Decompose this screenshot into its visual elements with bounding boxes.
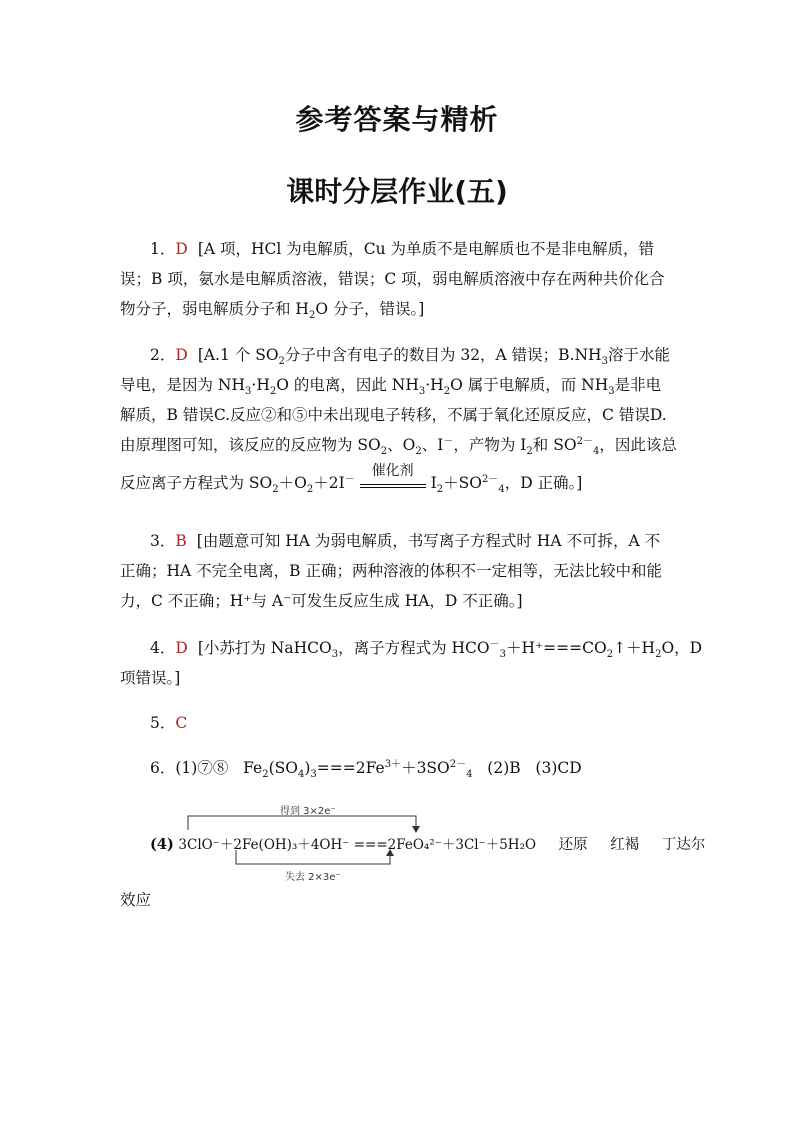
lose-label: 失去 2×3e⁻	[285, 872, 341, 883]
question-1: 1．D [A 项，HCl 为电解质，Cu 为单质不是电解质也不是非电解质，错 误；B 项，氨水是电解质溶液，错误；C 项，弱电解质溶液中存在两种共价化合 物分子，弱电解质分子和 $H_2O$ 分子，错误。]	[120, 240, 665, 322]
q4-text: O，D	[661, 639, 703, 657]
q2-text: 溶于水能	[607, 346, 670, 364]
question-4: 4．D [小苏打为 NaHCO$_3$，离子方程式为 $HCO^-_3+H^+===CO_2↑+H_2O$，D 项错误。]	[120, 638, 703, 687]
q2-text: ＋O	[278, 474, 307, 492]
q2-text: ＋2I	[313, 474, 345, 492]
q2-text: I	[430, 474, 437, 492]
q6-formula: Fe	[243, 759, 263, 777]
q2-text: 由原理图可知，该反应的反应物为 SO	[120, 436, 381, 454]
catalyst-label: 催化剂	[371, 463, 414, 479]
q2-text: 是非电	[614, 376, 662, 394]
q2-text: 分子中含有电子的数目为 32，A 错误；B.NH	[284, 346, 602, 364]
q4-text: ＋H⁺===CO	[505, 639, 607, 657]
q2-text: ·H	[425, 376, 444, 394]
q6-equation-line	[150, 833, 705, 854]
q2-answer: D	[175, 346, 188, 364]
page-subtitle: 课时分层作业(五)	[286, 175, 508, 208]
q6-part-1: (1)⑦⑧	[175, 759, 229, 777]
q4-text-2: 项错误。]	[120, 669, 181, 687]
q1-number: 1．	[150, 240, 176, 258]
q2-text: 反应离子方程式为 SO	[120, 474, 273, 492]
q2-text: O 的电离，因此 NH	[276, 376, 419, 394]
question-6: 6．(1)⑦⑧ $Fe_2(SO_4)_3===2Fe^{3+}+3SO^{2-}_4$ (2)B (3)CD	[150, 758, 582, 781]
q1-text-3b: O 分子，错误。]	[315, 300, 425, 318]
q6-answer-reduction: 还原	[558, 837, 588, 853]
electron-transfer-diagram	[150, 796, 710, 896]
q6-answer-color: 红褐	[610, 837, 640, 853]
redox-equation: 3ClO⁻＋2Fe(OH)₃＋4OH⁻ ===2FeO₄²⁻＋3Cl⁻＋5H₂O	[178, 837, 537, 853]
q6-number: 6．	[150, 759, 176, 777]
q3-answer: B	[175, 532, 187, 550]
q1-text-3a: 物分子，弱电解质分子和 H	[120, 300, 309, 318]
gain-label: 得到 3×2e⁻	[280, 806, 336, 817]
question-2: 2．D [A.1 个 $SO_2$分子中含有电子的数目为 32，A 错误；$B.NH_3$溶于水能 导电，是因为 $NH_3\cdot H_2O$ 的电离，因此 $NH_3\cdot H_2O$ 属于电解质，而 $NH_3$是非电 解质，B 错误C.反应②和⑤中未出现电子转移，不属于氧化还原反应，C 错误D. 由原理图可知，该反应的反应物为 $SO_2$、$O_2$、I－，产物为 $I_2$和 $SO^{2-}_4$，因此该总 反应离子方程式为 $SO_2+O_2+2I^-$ 催化剂 $I_2+SO^{2-}_4$，D 正确。]	[120, 346, 677, 496]
q1-answer: D	[175, 240, 188, 258]
q2-text: ，因此该总	[599, 436, 677, 454]
q2-text: ，D 正确。]	[504, 474, 583, 492]
q2-number: 2．	[150, 346, 176, 364]
q1-text-2: 误；B 项，氨水是电解质溶液，错误；C 项，弱电解质溶液中存在两种共价化合	[120, 270, 665, 288]
q3-text-3: 力，C 不正确；H⁺与 A⁻可发生反应生成 HA，D 不正确。]	[120, 592, 523, 610]
q6-formula: (SO	[268, 759, 298, 777]
q4-text: ↑＋H	[613, 639, 656, 657]
q3-text-2: 正确；HA 不完全电离，B 正确；两种溶液的体积不一定相等，无法比较中和能	[120, 562, 662, 580]
q4-text: ，离子方程式为 HCO	[338, 639, 490, 657]
q4-number: 4．	[150, 639, 176, 657]
q6-answer-tyndall: 丁达尔	[661, 837, 706, 853]
q2-text: 和 SO	[532, 436, 577, 454]
question-3	[120, 526, 686, 616]
q6-continuation: 效应	[120, 891, 152, 909]
q5-number: 5．	[150, 714, 176, 732]
q3-number: 3．	[150, 532, 176, 550]
catalyst-arrow	[360, 463, 426, 488]
question-5	[120, 708, 686, 738]
q2-text: 导电，是因为 NH	[120, 376, 246, 394]
q4-text: [小苏打为 NaHCO	[197, 639, 332, 657]
q2-text: 、I	[421, 436, 444, 454]
q2-text: 解质，B 错误C.反应②和⑤中未出现电子转移，不属于氧化还原反应，C 错误D.	[120, 406, 667, 424]
q3-text-1: [由题意可知 HA 为弱电解质，书写离子方程式时 HA 不可拆，A 不	[196, 532, 661, 550]
q2-text: 、O	[387, 436, 416, 454]
q2-text: O 属于电解质，而 NH	[450, 376, 609, 394]
q6-part-3: (3)CD	[535, 759, 582, 777]
q2-text: ，产物为 I	[453, 436, 527, 454]
q5-answer: C	[175, 714, 188, 732]
q6-formula: ===2Fe	[316, 759, 385, 777]
page-title: 参考答案与精析	[295, 103, 499, 136]
q6-part-4: (4)	[150, 836, 174, 853]
q2-text: [A.1 个 SO	[197, 346, 279, 364]
q6-formula: ＋3SO	[401, 759, 450, 777]
q6-formula: )	[304, 759, 311, 777]
q1-text-1: [A 项，HCl 为电解质，Cu 为单质不是电解质也不是非电解质，错	[197, 240, 655, 258]
q4-answer: D	[175, 639, 188, 657]
q2-text: ＋SO	[443, 474, 482, 492]
q6-part-2: (2)B	[487, 759, 521, 777]
q2-text: ·H	[251, 376, 270, 394]
